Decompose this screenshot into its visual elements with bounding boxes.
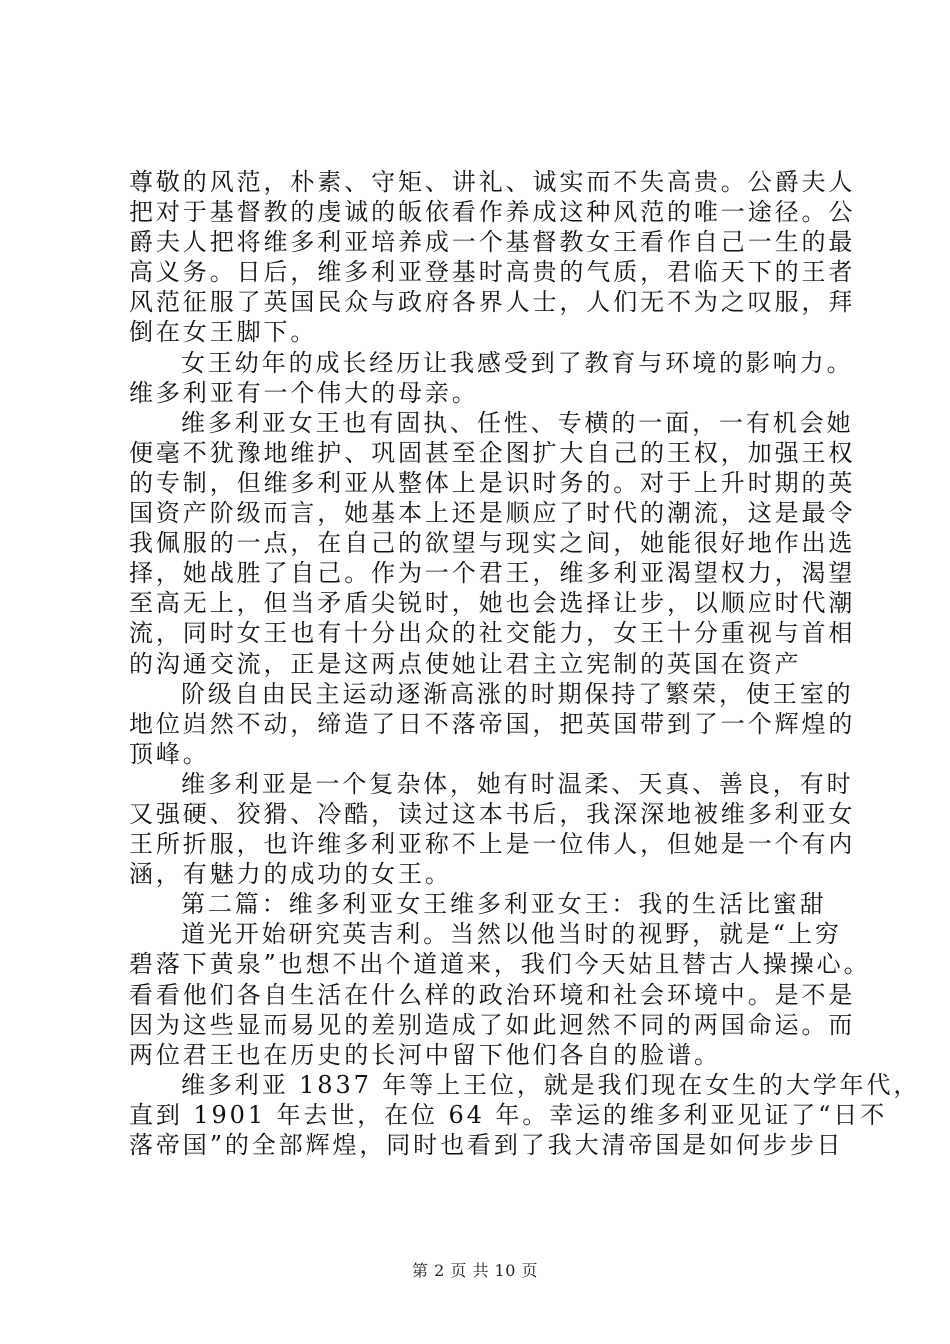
text-line: 因为这些显而易见的差别造成了如此迥然不同的两国命运。而 [129,1010,856,1039]
text-line: 直到 1901 年去世，在位 64 年。幸运的维多利亚见证了“日不 [129,1100,888,1129]
text-line: 把对于基督教的虔诚的皈依看作养成这种风范的唯一途径。公 [129,198,856,227]
text-line: 女王幼年的成长经历让我感受到了教育与环境的影响力。 [181,348,854,377]
text-line: 爵夫人把将维多利亚培养成一个基督教女王看作自己一生的最 [129,228,856,257]
text-line: 倒在女王脚下。 [129,318,318,347]
text-line: 便毫不犹豫地维护、巩固甚至企图扩大自己的王权，加强王权 [129,438,856,467]
text-line: 尊敬的风范，朴素、守矩、讲礼、诚实而不失高贵。公爵夫人 [129,168,856,196]
text-line: 道光开始研究英吉利。当然以他当时的视野，就是“上穷 [181,920,842,949]
text-line: 维多利亚 1837 年等上王位，就是我们现在女生的大学年代， [181,1070,921,1099]
text-line: 王所折服，也许维多利亚称不上是一位伟人，但她是一个有内 [129,830,856,859]
text-line: 落帝国”的全部辉煌，同时也看到了我大清帝国是如何步步日 [129,1131,844,1159]
text-line: 至高无上，但当矛盾尖锐时，她也会选择让步，以顺应时代潮 [129,589,856,618]
text-line: 国资产阶级而言，她基本上还是顺应了时代的潮流，这是最令 [129,499,856,528]
text-line: 涵，有魅力的成功的女王。 [129,860,452,889]
text-line: 顶峰。 [129,739,210,768]
text-line: 流，同时女王也有十分出众的社交能力，女王十分重视与首相 [129,619,856,648]
text-line: 两位君王也在历史的长河中留下他们各自的脸谱。 [129,1040,721,1069]
text-line: 第二篇：维多利亚女王维多利亚女王：我的生活比蜜甜 [181,890,827,919]
text-line: 维多利亚女王也有固执、任性、专横的一面，一有机会她 [181,408,854,437]
text-line: 看看他们各自生活在什么样的政治环境和社会环境中。是不是 [129,980,856,1009]
text-line: 的专制，但维多利亚从整体上是识时务的。对于上升时期的英 [129,468,856,497]
text-line: 又强硬、狡猾、冷酷，读过这本书后，我深深地被维多利亚女 [129,799,856,828]
text-line: 维多利亚有一个伟大的母亲。 [129,378,479,407]
document-body [129,167,921,1160]
text-line: 碧落下黄泉”也想不出个道道来，我们今天姑且替古人操操心。 [129,950,871,979]
text-line: 的沟通交流，正是这两点使她让君主立宪制的英国在资产 [129,649,802,678]
page-footer: 第 2 页 共 10 页 [412,1261,538,1280]
text-line: 维多利亚是一个复杂体，她有时温柔、天真、善良，有时 [181,769,854,798]
text-line: 风范征服了英国民众与政府各界人士，人们无不为之叹服，拜 [129,288,856,317]
text-line: 地位岿然不动，缔造了日不落帝国，把英国带到了一个辉煌的 [129,709,856,738]
text-line: 我佩服的一点，在自己的欲望与现实之间，她能很好地作出选 [129,529,856,558]
text-line: 阶级自由民主运动逐渐高涨的时期保持了繁荣，使王室的 [181,679,854,708]
text-line: 高义务。日后，维多利亚登基时高贵的气质，君临天下的王者 [129,258,856,287]
text-line: 择，她战胜了自己。作为一个君王，维多利亚渴望权力，渴望 [129,559,856,588]
